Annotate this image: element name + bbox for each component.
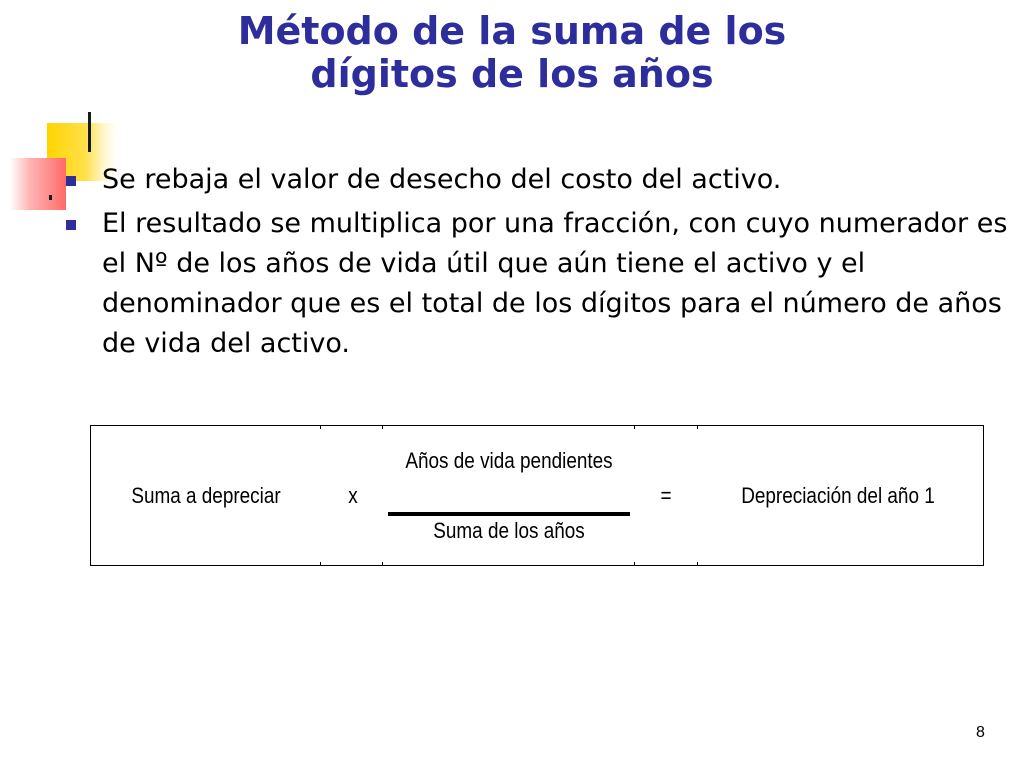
column-divider-tick: [697, 425, 698, 429]
slide-title: [100, 10, 924, 96]
square-bullet-icon: [66, 220, 76, 230]
square-bullet-icon: [66, 176, 76, 186]
column-divider-tick: [634, 425, 635, 429]
bullet-text: El resultado se multiplica por una fracción, con cuyo numerador es el Nº de los años de vida útil que aún tiene el activo y el denominador que es el total de los dígitos para el número de años de vida del activo.: [102, 208, 1008, 359]
fraction-numerator: Años de vida pendientes: [405, 448, 613, 473]
multiply-sign: x: [348, 483, 358, 508]
decorative-red-square: [10, 158, 66, 210]
column-divider-tick: [320, 562, 321, 566]
column-divider-tick: [634, 562, 635, 566]
bullet-item: [66, 204, 1018, 364]
bullet-text: Se rebaja el valor de desecho del costo del activo.: [102, 164, 782, 195]
bullet-list: [66, 160, 1018, 368]
equals-sign: =: [660, 483, 672, 508]
decorative-dot: [49, 195, 52, 200]
column-divider-tick: [697, 562, 698, 566]
formula-term: Suma a depreciar: [131, 483, 281, 508]
column-divider-tick: [382, 425, 383, 429]
fraction-denominator: Suma de los años: [433, 518, 585, 543]
column-divider-tick: [382, 562, 383, 566]
formula-table: [90, 425, 984, 566]
slide-title-line-1: Método de la suma de los: [237, 9, 787, 53]
fraction-bar: [388, 512, 630, 516]
column-divider-tick: [320, 425, 321, 429]
bullet-item: [66, 160, 1018, 200]
decorative-vertical-line: [88, 112, 91, 152]
slide-title-line-2: dígitos de los años: [310, 52, 714, 96]
formula-result: Depreciación del año 1: [741, 483, 935, 508]
page-number: 8: [976, 724, 985, 741]
